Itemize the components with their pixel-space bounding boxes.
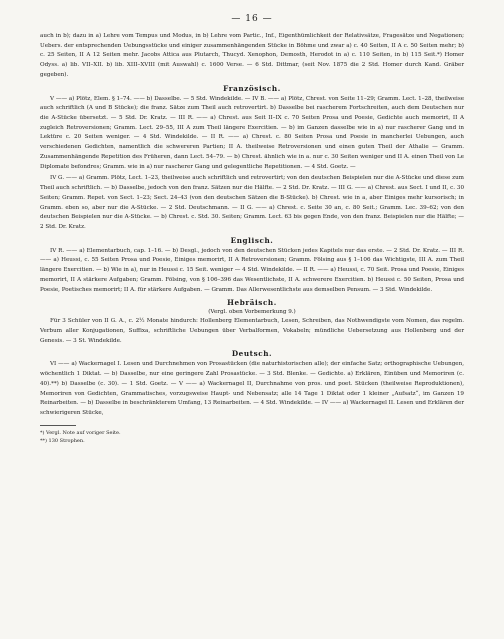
footnote: *) Vergl. Note auf voriger Seite. [40, 429, 121, 436]
section-heading-english: Englisch. [230, 235, 274, 245]
page-number-header: — 16 — [231, 14, 273, 24]
section-heading-german: Deutsch. [231, 349, 273, 359]
section-heading-french: Französisch. [223, 83, 281, 93]
german-paragraph: VI —— a) Wackernagel I. Lesen und Durchnehmen von Prosastücken (die naturhistorischen alle); der einfache Satz; orthographische Uebungen, wöchentlich 1 Diktat. — b) Dasselbe, nur eine geringere Zahl Prosastücke. — 3 Std. Blenke. — Gedichte. a) Erklären, Einüben und Memoriren (c. 40).**) b) Dasselbe (c. 30). — 1 Std. Goetz. — V —— a) Wackernagel II, Durchnahme von pros. und poet. Stücken (theilweise Reproduktionen), Memoriren von Gedichten, Grammatisches, vorzugsweise Haupt- und Nebensatz; alle 14 Tage 1 Diktat oder 1 kleiner „Aufsatz“, im Ganzen 19 Reinarbeiten. — b) Dasselbe in beschränkterem Umfang, 13 Reinarbeiten. — 4 Std. Windekilde. — IV —— a) Wackernagel II. Lesen und Erklären der schwierigeren Stücke, [40, 361, 464, 416]
hebrew-note: (Vergl. oben Vorbemerkung 9.) [208, 309, 296, 316]
greek-continuation-paragraph: auch in b); dazu in a) Lehre vom Tempus und Modus, in b) Lehre vom Partic., Inf., Eigenthümlichkeit der Relativsätze, Fragesätze und Negationen; Uebers. der entsprechenden Uebungsstücke und einiger zusammenhängenden Stücke in Böhme und zwar a) c. 40 Seiten, II A c. 50 Seiten mehr; b) c. 25 Seiten, II A 12 Seiten mehr. Jacobs Attica aus Plutarch, Thucyd. Xenophon, Demosth, Herodot in a) c. 110 Seiten, in b) 115 Seit.*) Homer Odyss. a) lib. VII–XII. b) lib. XIII–XVIII (mit Auswahl) c. 1600 Verse. — 6 Std. Dittmar, (seit Nov. 1875 die 2 Std. Homer durch Kand. Gräber gegeben). [40, 33, 464, 78]
footnote: **) 130 Strophen. [40, 437, 85, 444]
french-paragraph: IV G. —— a) Gramm. Plötz, Lect. 1–23, theilweise auch schriftlich und retrovertirt; von den deutschen Beispielen nur die A-Stücke und diese zum Theil auch schriftlich. — b) Dasselbe, jedoch von den franz. Sätzen nur die Hälfte. — 2 Std. Dr. Kratz. — III G. —— a) Chrest. aus Sect. I und II, c. 30 Seiten; Gramm. Repet. von Sect. 1–23; Sect. 24–43 (von den deutschen Sätzen die B-Stücke). b) Chrest. wie in a, aber Einiges mehr kursorisch; in Gramm. eben so, aber nur die A-Stücke. — 2 Std. Deutschmann. — II G. —— a) Chrest. c. Seite 30 an, c. 80 Seit.; Gramm. Lec. 39–62; von den deutschen Beispielen nur die A-Stücke. — b) Chrest. c. Std. 30. Seiten; Gramm. Lect. 63 bis gegen Ende, von den franz. Beispielen nur die Hälfte; — 2 Std. Dr. Kratz. [40, 175, 464, 230]
section-heading-hebrew: Hebräisch. [227, 298, 277, 308]
footnote-divider [40, 425, 76, 426]
french-paragraph: V —— a) Plötz, Elem. § 1–74. —— b) Dasselbe. — 5 Std. Windekilde. — IV B. —— a) Plötz, Chrest. von Seite 11–29; Gramm. Lect. 1–28, theilweise auch schriftlich (A und B Stücke); die franz. Sätze zum Theil auch retrovertirt. b) Dasselbe bei rascherem Fortschreiten, auch dem Deutschen nur die A-Stücke übersetzt. — 5 Std. Dr. Kratz. — III R. —— a) Chrest. aus Seit II–IX c. 70 Seiten Prosa und Poesie, Gedichte auch memorirt, II A zugleich Retroversionen; Gramm. Lect. 29–55, III A zum Theil längere Exercitien. — b) im Ganzen dasselbe wie in a) nur rascherer Gang und in Lektüre c. 20 Seiten weniger. — 4 Std. Windekilde. — II R. —— a) Chrest. c. 80 Seiten Prosa und Poesie in mancherlei Uebungen, auch verschiedenen Gedichten, namentlich die schwereren Partien; II A. theilweise Retroversionen und einen guten Theil der Athalie — Gramm. Zusammenhängende Repetition des Früheren, dann Lect. 54–79. — b) Chrest. ähnlich wie in a. nur c. 30 Seiten weniger und II A. einen Theil von Le Diplomate befondres; Gramm. wie in a) nur rascherer Gang und gelegentliche Repetitionen. — 4 Std. Goetz. — [40, 95, 464, 170]
hebrew-paragraph: Für 3 Schüler von II G. A., c. 2½ Monate hindurch: Hollenberg Elementarbuch, Lesen, Schreiben, das Nothwendigste vom Nomen, das regelm. Verbum aller Konjugationen, Suffixa, schriftliche Uebungen über Verbalformen, Vokabeln; mündliche Uebersetzung aus Hollenberg und der Genesis. — 3 St. Windekilde. [40, 318, 464, 344]
english-paragraph: IV R. —— a) Elementarbuch, cap. 1–16. — b) Desgl., jedoch von den deutschen Stücken jedes Kapitels nur das erste. — 2 Std. Dr. Kratz. — III R. —— a) Heussi, c. 55 Seiten Prosa und Poesie, Einiges memorirt, II A Retroversionen; Gramm. Fölsing aus § 1–106 das Wichtigste, III A. zum Theil längere Exercitien. — b) Wie in a), nur in Heussi c. 15 Seit. weniger — 4 Std. Windekilde. — II R. —— a) Heussi, c. 70 Seit. Prosa und Poesie, Einiges memorirt, II A stärkere Aufgaben; Gramm. Fölsing, von § 106–396 das Wesentlichste, II A. schwerere Exercitien. b) Heussi c. 50 Seiten, Prosa und Poesie, Poetisches memorirt; II A. für stärkere Aufgaben. — Gramm. Das Allerwesentlichste aus demselben Pensum. — 3 Std. Windekilde. [40, 247, 464, 293]
